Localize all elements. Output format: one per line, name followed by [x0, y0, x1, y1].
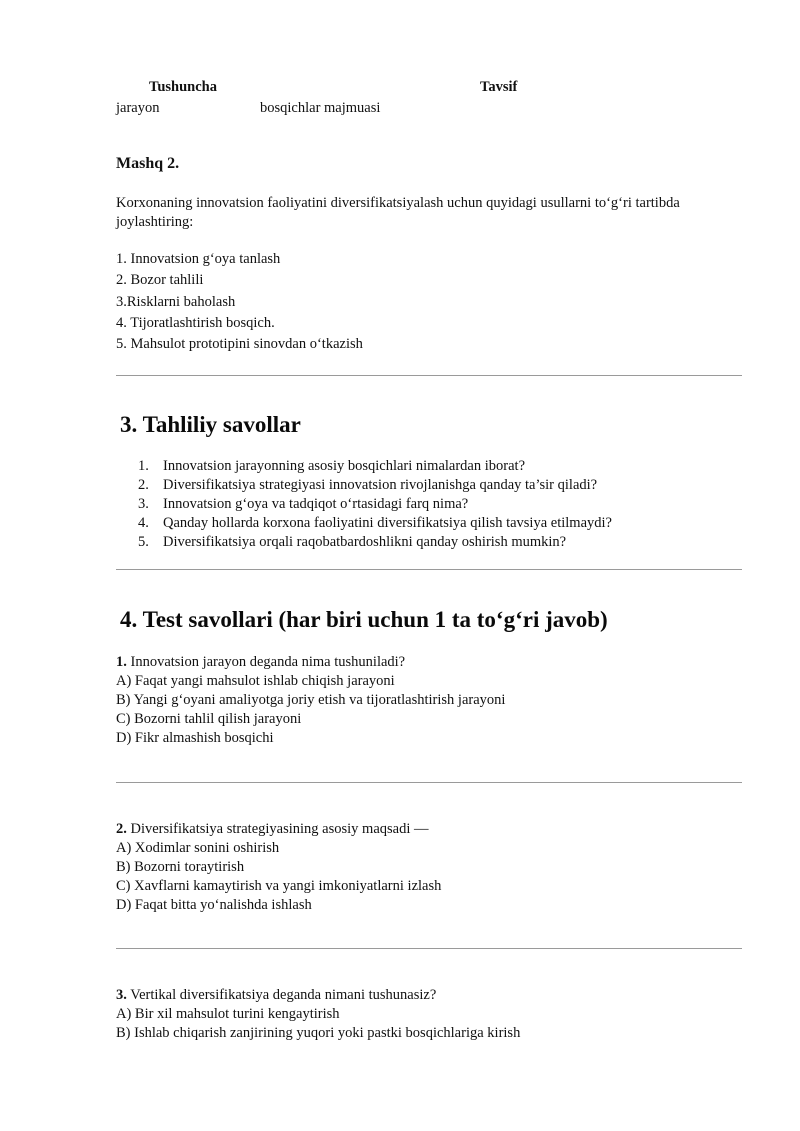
- table-header-description: Tavsif: [480, 79, 518, 95]
- question-number: 5.: [138, 534, 149, 550]
- list-item: 4. Tijoratlashtirish bosqich.: [116, 314, 275, 331]
- answer-option: C) Bozorni tahlil qilish jarayoni: [116, 711, 302, 727]
- list-item: [138, 476, 612, 495]
- section-heading-test-questions: 4. Test savollari (har biri uchun 1 ta to‘g‘ri javob): [120, 607, 608, 632]
- divider: [116, 948, 742, 949]
- answer-option: B) Yangi g‘oyani amaliyotga joriy etish va tijoratlashtirish jarayoni: [116, 692, 506, 708]
- question-number: 3.: [138, 496, 149, 512]
- exercise-title: Mashq 2.: [116, 155, 180, 172]
- test-question-3: [116, 986, 520, 1043]
- list-item: [138, 495, 612, 514]
- list-item: 1. Innovatsion g‘oya tanlash: [116, 251, 281, 267]
- list-item: 3.Risklarni baholash: [116, 293, 236, 310]
- question-stem: [116, 653, 505, 672]
- question-text: Diversifikatsiya strategiyasi innovatsion rivojlanishga qanday ta’sir qiladi?: [163, 477, 598, 493]
- question-number: 2.: [138, 477, 149, 493]
- question-number: 1.: [138, 458, 149, 474]
- test-question-1: [116, 653, 505, 748]
- answer-option: A) Faqat yangi mahsulot ishlab chiqish jarayoni: [116, 673, 395, 689]
- list-item: [138, 533, 612, 552]
- question-text: Diversifikatsiya strategiyasining asosiy maqsadi —: [126, 821, 429, 837]
- list-item: 2. Bozor tahlili: [116, 272, 204, 289]
- question-text: Innovatsion g‘oya va tadqiqot o‘rtasidagi farq nima?: [163, 496, 469, 512]
- analytical-questions-list: [138, 457, 612, 552]
- answer-option: B) Bozorni toraytirish: [116, 859, 245, 875]
- answer-option: D) Faqat bitta yo‘nalishda ishlash: [116, 897, 312, 913]
- answer-option: D) Fikr almashish bosqichi: [116, 730, 274, 746]
- list-item: [138, 457, 612, 476]
- question-number: 2.: [116, 821, 127, 837]
- divider: [116, 569, 742, 570]
- table-header-concept: Tushuncha: [149, 79, 217, 95]
- question-number: 4.: [138, 515, 149, 531]
- list-item: 5. Mahsulot prototipini sinovdan o‘tkazish: [116, 336, 363, 353]
- exercise-instruction-line2: joylashtiring:: [116, 214, 194, 230]
- answer-option: A) Bir xil mahsulot turini kengaytirish: [116, 1006, 340, 1022]
- question-text: Qanday hollarda korxona faoliyatini diversifikatsiya qilish tavsiya etilmaydi?: [163, 515, 612, 531]
- divider: [116, 375, 742, 376]
- section-heading-analytical-questions: 3. Tahliliy savollar: [120, 412, 301, 437]
- table-cell-concept: jarayon: [116, 100, 160, 116]
- question-number: 3.: [116, 987, 127, 1003]
- answer-option: B) Ishlab chiqarish zanjirining yuqori yoki pastki bosqichlariga kirish: [116, 1025, 521, 1041]
- answer-option: C) Xavflarni kamaytirish va yangi imkoniyatlarni izlash: [116, 878, 442, 894]
- question-text: Vertikal diversifikatsiya deganda nimani tushunasiz?: [126, 987, 437, 1003]
- divider: [116, 782, 742, 783]
- table-cell-description: bosqichlar majmuasi: [260, 100, 381, 116]
- question-text: Innovatsion jarayonning asosiy bosqichlari nimalardan iborat?: [163, 458, 526, 474]
- exercise-steps-list: [116, 249, 363, 355]
- question-text: Innovatsion jarayon deganda nima tushuniladi?: [126, 654, 406, 670]
- question-stem: [116, 986, 520, 1005]
- question-text: Diversifikatsiya orqali raqobatbardoshlikni qanday oshirish mumkin?: [163, 534, 567, 550]
- test-question-2: [116, 820, 441, 915]
- exercise-instruction-line1: Korxonaning innovatsion faoliyatini diversifikatsiyalash uchun quyidagi usullarni to‘g‘ri tartibda: [116, 195, 680, 211]
- question-number: 1.: [116, 654, 127, 670]
- answer-option: A) Xodimlar sonini oshirish: [116, 840, 280, 856]
- list-item: [138, 514, 612, 533]
- question-stem: [116, 820, 441, 839]
